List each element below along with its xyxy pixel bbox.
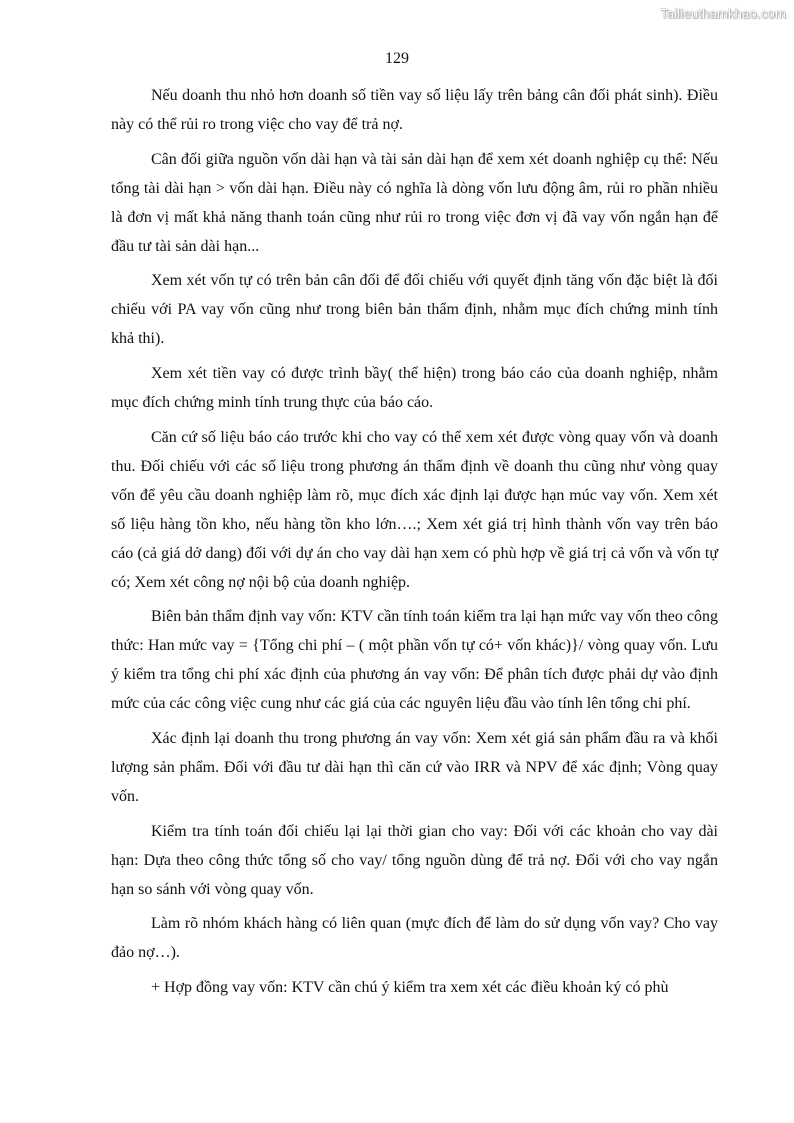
paragraph-3: Xem xét vốn tự có trên bản cân đối để đối chiếu với quyết định tăng vốn đặc biệt là đối chiếu với PA vay vốn cũng như trong biên bản thẩm định, nhằm mục đích chứng minh tính khả thi).: [111, 272, 718, 348]
paragraph-10: + Hợp đồng vay vốn: KTV cần chú ý kiểm tra xem xét các điều khoản ký có phù: [151, 979, 669, 997]
document-body: [111, 82, 718, 1009]
paragraph-6: Biên bản thẩm định vay vốn: KTV cần tính toán kiểm tra lại hạn mức vay vốn theo công thức: Han mức vay = {Tổng chi phí – ( một phần vốn tự có+ vốn khác)}/ vòng quay vốn. Lưu ý kiểm tra tổng chi phí xác định của phương án vay vốn: Để phân tích được phải dự vào định mức của các công việc cung như các giá của các nguyên liệu đầu vào tính lên tổng chi phí.: [111, 608, 718, 713]
paragraph-1: Nếu doanh thu nhỏ hơn doanh số tiền vay số liệu lấy trên bảng cân đối phát sinh). Điều này có thể rủi ro trong việc cho vay để trả nợ.: [111, 87, 718, 133]
paragraph-8: Kiểm tra tính toán đối chiếu lại lại thời gian cho vay: Đối với các khoản cho vay dài hạn: Dựa theo công thức tổng số cho vay/ tổng nguồn dùng để trả nợ. Đối với cho vay ngắn hạn so sánh với vòng quay vốn.: [111, 822, 718, 898]
paragraph-7: Xác định lại doanh thu trong phương án vay vốn: Xem xét giá sản phẩm đầu ra và khối lượng sản phẩm. Đối với đầu tư dài hạn thì căn cứ vào IRR và NPV để xác định; Vòng quay vốn.: [111, 730, 718, 805]
paragraph-9: Làm rõ nhóm khách hàng có liên quan (mực đích để làm do sử dụng vốn vay? Cho vay đảo nợ…).: [111, 915, 718, 962]
paragraph-5: Căn cứ số liệu báo cáo trước khi cho vay có thể xem xét được vòng quay vốn và doanh thu. Đối chiếu với các số liệu trong phương án thẩm định về doanh thu cũng như vòng quay vốn để yêu cầu doanh nghiệp làm rõ, mục đích xác định lại được hạn múc vay vốn. Xem xét số liệu hàng tồn kho, nếu hàng tồn kho lớn….; Xem xét giá trị hình thành vốn vay trên báo cáo (cả giá dở dang) đối với dự án cho vay dài hạn xem có phù hợp về giá trị cả vốn và vốn tự có; Xem xét công nợ nội bộ của doanh nghiệp.: [111, 428, 718, 591]
watermark: Tailieuthamkhao.com: [660, 6, 786, 21]
page-number: 129: [385, 50, 409, 67]
paragraph-2: Cân đối giữa nguồn vốn dài hạn và tài sản dài hạn để xem xét doanh nghiệp cụ thể: Nếu tổng tài dài hạn > vốn dài hạn. Điều này có nghĩa là dòng vốn lưu động âm, rủi ro phần nhiều là đơn vị mất khả năng thanh toán cũng như rủi ro trong việc đơn vị đã vay vốn ngắn hạn để đầu tư tài sản dài hạn...: [111, 150, 718, 255]
paragraph-4: Xem xét tiền vay có được trình bầy( thể hiện) trong báo cáo của doanh nghiệp, nhằm mục đích chứng minh tính trung thực của báo cáo.: [111, 365, 718, 412]
